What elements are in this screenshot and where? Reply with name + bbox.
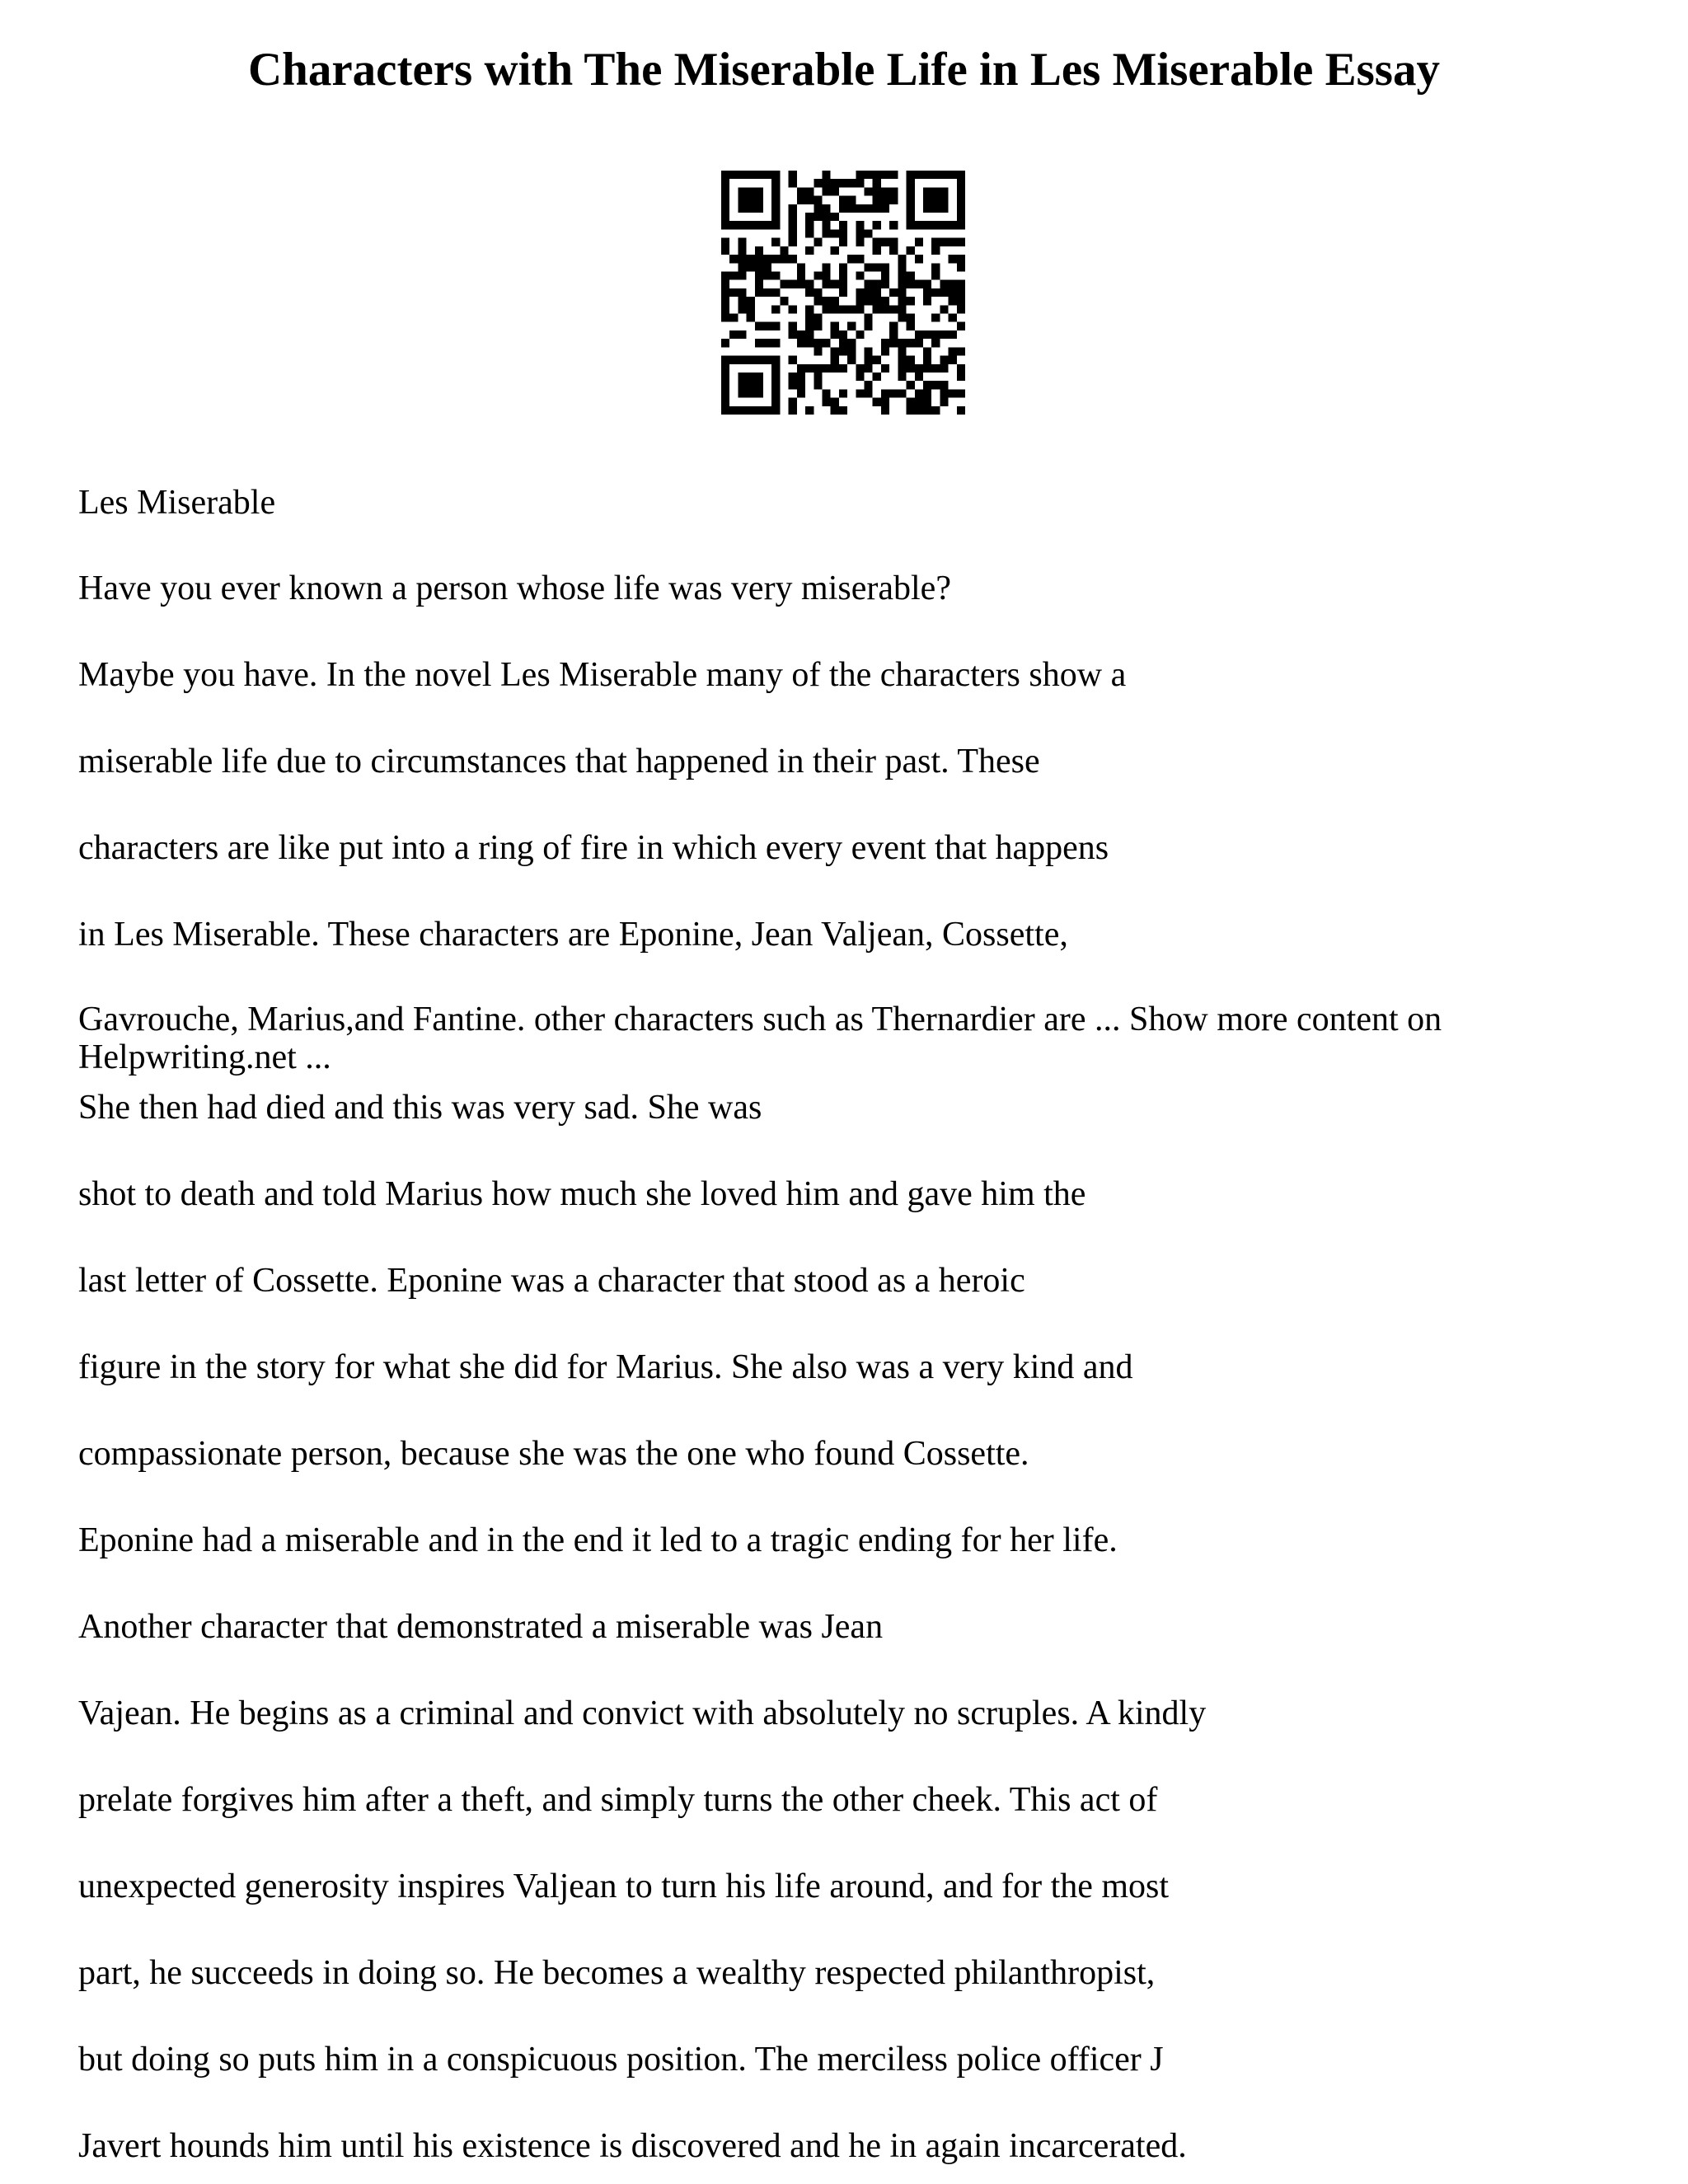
essay-line: Eponine had a miserable and in the end it led to a tragic ending for her life. <box>78 1521 1118 1559</box>
essay-line: Another character that demonstrated a miserable was Jean <box>78 1608 884 1646</box>
essay-line: part, he succeeds in doing so. He becomes a wealthy respected philanthropist, <box>78 1954 1156 1992</box>
essay-line: last letter of Cossette. Eponine was a character that stood as a heroic <box>78 1262 1025 1300</box>
essay-line: but doing so puts him in a conspicuous position. The merciless police officer J <box>78 2041 1164 2079</box>
essay-line: prelate forgives him after a theft, and simply turns the other cheek. This act of <box>78 1781 1158 1819</box>
essay-line: Vajean. He begins as a criminal and convict with absolutely no scruples. A kindly <box>78 1694 1207 1732</box>
essay-line: figure in the story for what she did for Marius. She also was a very kind and <box>78 1348 1133 1386</box>
essay-line: characters are like put into a ring of fire in which every event that happens <box>78 829 1109 867</box>
essay-line: She then had died and this was very sad. She was <box>78 1089 762 1127</box>
essay-line: unexpected generosity inspires Valjean to turn his life around, and for the most <box>78 1868 1170 1905</box>
qr-code-icon <box>721 171 965 415</box>
qr-code-graphic <box>721 171 965 415</box>
essay-line: Maybe you have. In the novel Les Miserable many of the characters show a <box>78 656 1127 694</box>
essay-line: compassionate person, because she was the one who found Cossette. <box>78 1435 1029 1473</box>
essay-line: Javert hounds him until his existence is discovered and he in again incarcerated. <box>78 2127 1187 2165</box>
essay-line-show-more: Gavrouche, Marius,and Fantine. other characters such as Thernardier are ... Show more content on Helpwriting.net ... <box>78 1001 1442 1076</box>
essay-line: in Les Miserable. These characters are Eponine, Jean Valjean, Cossette, <box>78 916 1068 954</box>
essay-heading: Les Miserable <box>78 484 276 522</box>
essay-line: miserable life due to circumstances that happened in their past. These <box>78 743 1040 780</box>
essay-line: Have you ever known a person whose life was very miserable? <box>78 569 951 607</box>
essay-line: shot to death and told Marius how much she loved him and gave him the <box>78 1175 1086 1213</box>
page-title: Characters with The Miserable Life in Les Miserable Essay <box>248 44 1440 96</box>
